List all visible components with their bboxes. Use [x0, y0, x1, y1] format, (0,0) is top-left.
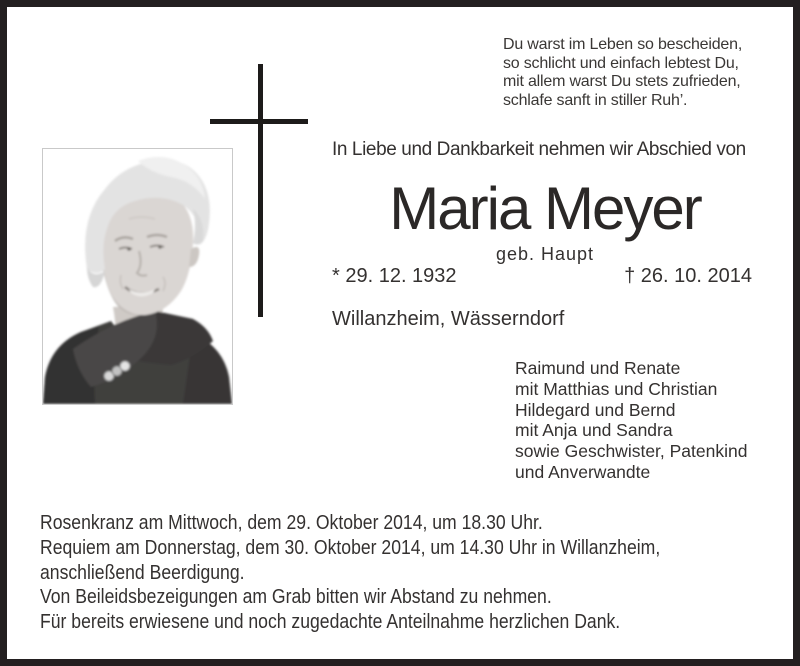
- burial-announcement: anschließend Beerdigung.: [40, 562, 245, 584]
- birth-date: * 29. 12. 1932: [332, 265, 457, 287]
- mourner-line: Raimund und Renate: [515, 358, 681, 378]
- condolence-note: Von Beileidsbezeigungen am Grab bitten wir Abstand zu nehmen.: [40, 586, 552, 608]
- verse-line: mit allem warst Du stets zufrieden,: [503, 73, 741, 91]
- portrait-photo: [42, 148, 233, 405]
- mourner-line: und Anverwandte: [515, 461, 651, 482]
- places: Willanzheim, Wässerndorf: [332, 308, 565, 330]
- mourner-line: Hildegard und Bernd: [515, 399, 676, 420]
- portrait-illustration: [43, 149, 232, 404]
- mourner-line: mit Matthias und Christian: [515, 378, 718, 399]
- mourner-line: sowie Geschwister, Patenkind: [515, 441, 748, 462]
- cross-vertical-bar: [258, 64, 263, 317]
- cross-horizontal-bar: [210, 119, 308, 124]
- life-dates: [332, 265, 752, 288]
- farewell-intro: In Liebe und Dankbarkeit nehmen wir Abschied von: [332, 139, 746, 160]
- service-announcements: [40, 511, 660, 586]
- verse-line: so schlicht und einfach lebtest Du,: [503, 54, 739, 72]
- mourner-line: mit Anja und Sandra: [515, 420, 673, 441]
- verse-line: Du warst im Leben so bescheiden,: [503, 36, 743, 53]
- rosary-announcement: Rosenkranz am Mittwoch, dem 29. Oktober 2014, um 18.30 Uhr.: [40, 512, 543, 534]
- thanks-note: Für bereits erwiesene und noch zugedachte Anteilnahme herzlichen Dank.: [40, 611, 621, 633]
- verse-line: schlafe sanft in stiller Ruh’.: [503, 91, 688, 109]
- deceased-name: Maria Meyer: [389, 175, 701, 242]
- memorial-verse: [503, 36, 742, 110]
- death-date: † 26. 10. 2014: [624, 265, 752, 287]
- mourners-list: [515, 358, 747, 483]
- requiem-announcement: Requiem am Donnerstag, dem 30. Oktober 2014, um 14.30 Uhr in Willanzheim,: [40, 537, 661, 559]
- maiden-name: geb. Haupt: [495, 244, 595, 264]
